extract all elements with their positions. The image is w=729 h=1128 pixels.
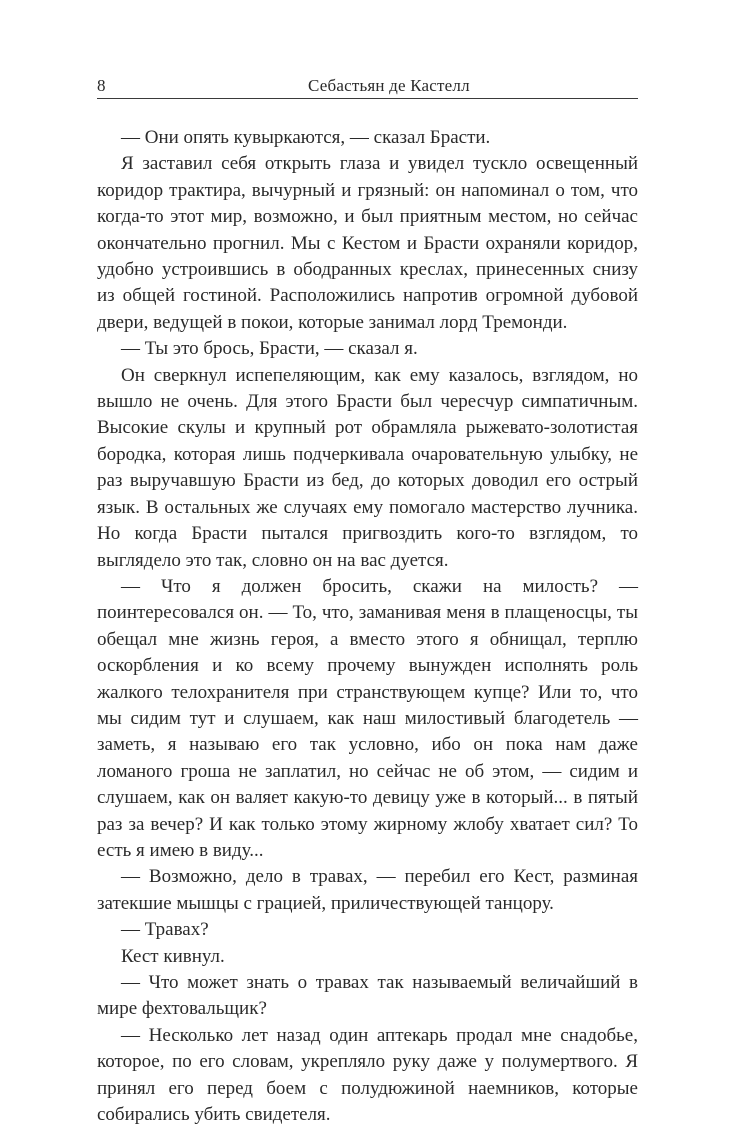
page-number: 8 <box>97 76 106 95</box>
running-title: Себастьян де Кастелл <box>308 76 470 95</box>
paragraph: — Что может знать о травах так называемый величайший в мире фехтовальщик? <box>97 972 638 1020</box>
body-text <box>97 125 638 1128</box>
paragraph: — Несколько лет назад один аптекарь продал мне снадобье, которое, по его словам, укрепляло руку даже у полумертвого. Я принял его перед боем с полудюжиной наемников, которые собирались убить свидетеля. <box>97 1024 638 1126</box>
paragraph: Он сверкнул испепеляющим, как ему казалось, взглядом, но вышло не очень. Для этого Брасти был чересчур симпатичным. Высокие скулы и крупный рот обрамляла рыжевато-золотистая бородка, которая лишь подчеркивала очаровательную улыбку, не раз выручавшую Брасти из бед, до которых доводил его острый язык. В остальных же случаях ему помогало мастерство лучника. Но когда Брасти пытался пригвоздить кого-то взглядом, то выглядело это так, словно он на вас дуется. <box>97 364 638 571</box>
paragraph: — Они опять кувыркаются, — сказал Брасти. <box>121 127 491 148</box>
paragraph: — Что я должен бросить, скажи на милость? — поинтересовался он. — То, что, заманивая меня в плащеносцы, ты обещал мне жизнь героя, а вместо этого я обнищал, терплю оскорбления и ко всему прочему вынужден исполнять роль жалкого телохранителя при странствующем купце? Или то, что мы сидим тут и слушаем, как наш милостивый благодетель — заметь, я называю его так условно, ибо он пока нам даже ломаного гроша не заплатил, но сейчас не об этом, — сидим и слушаем, как он валяет какую-то девицу уже в который... в пятый раз за вечер? И как только этому жирному жлобу хватает сил? То есть я имею в виду... <box>97 575 638 861</box>
paragraph: — Возможно, дело в травах, — перебил его Кест, разминая затекшие мышцы с грацией, приличествующей танцору. <box>97 866 638 914</box>
paragraph: Кест кивнул. <box>121 945 225 967</box>
paragraph: — Травах? <box>121 919 209 941</box>
running-header <box>97 76 638 99</box>
paragraph: Я заставил себя открыть глаза и увидел тускло освещенный коридор трактира, вычурный и грязный: он напоминал о том, что когда-то этот мир, возможно, и был приятным местом, но сейчас окончательно прогнил. Мы с Кестом и Брасти охраняли коридор, удобно устроившись в ободранных креслах, принесенных снизу из общей гостиной. Расположились напротив огромной дубовой двери, ведущей в покои, которые занимал лорд Тремонди. <box>97 153 638 333</box>
paragraph: — Ты это брось, Брасти, — сказал я. <box>121 338 418 360</box>
